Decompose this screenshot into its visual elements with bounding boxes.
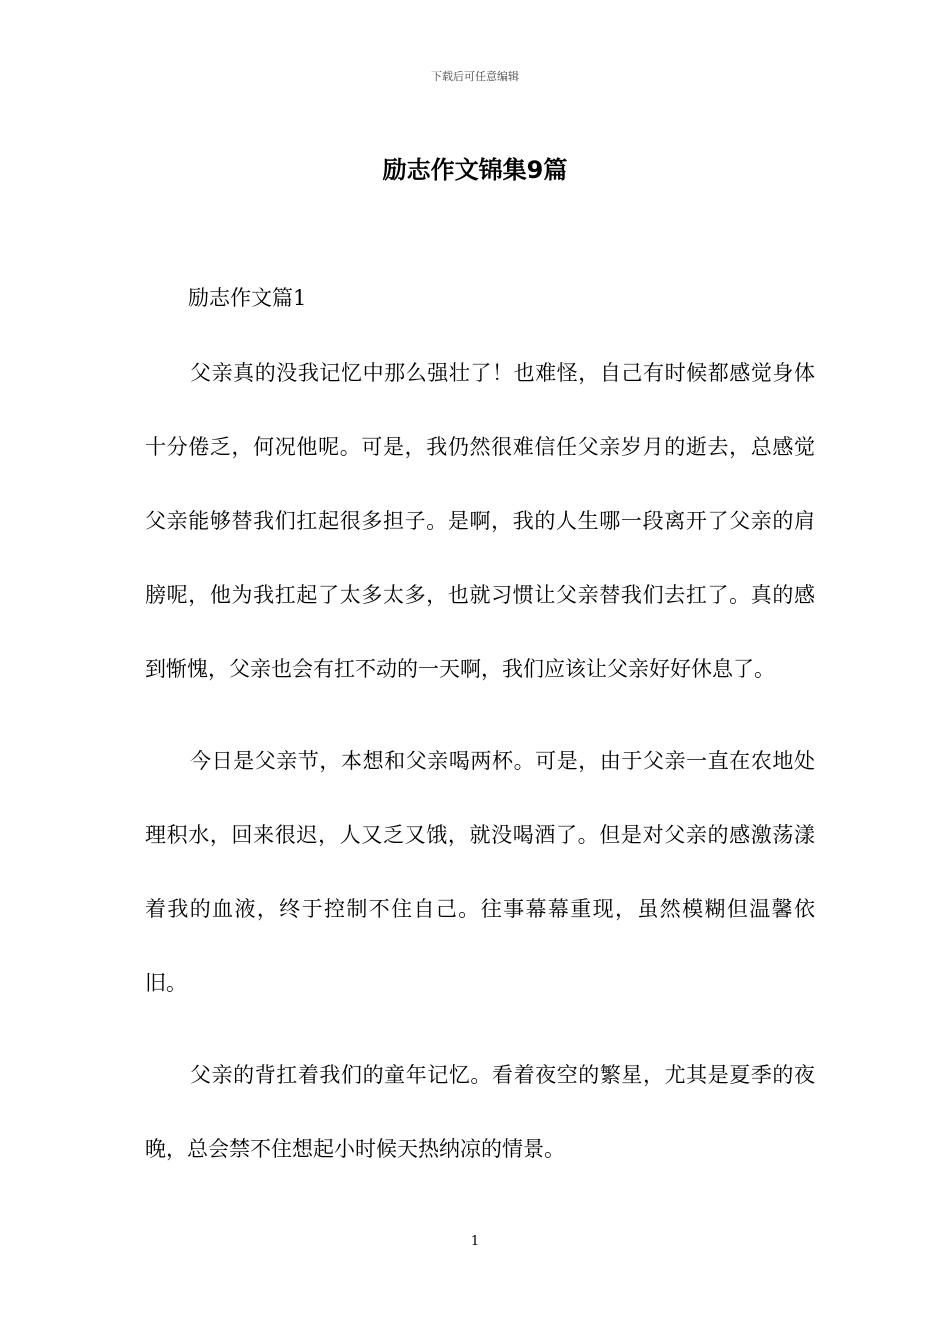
header-note: 下载后可任意编辑	[431, 70, 519, 83]
section-heading: 励志作文篇1	[188, 286, 307, 310]
page-number: 1	[470, 1234, 480, 1249]
paragraph-2: 今日是父亲节，本想和父亲喝两杯。可是，由于父亲一直在农地处理积水，回来很迟，人又乏又饿，就没喝酒了。但是对父亲的感激荡漾着我的血液，终于控制不住自己。往事幕幕重现，虽然模糊但温馨依旧。	[145, 749, 815, 995]
paragraph-3: 父亲的背扛着我们的童年记忆。看着夜空的繁星，尤其是夏季的夜晚，总会禁不住想起小时候天热纳凉的情景。	[145, 1063, 815, 1161]
document-title: 励志作文锦集9篇	[382, 156, 568, 184]
document-body	[145, 280, 815, 1223]
paragraph-1: 父亲真的没我记忆中那么强壮了！也难怪，自己有时候都感觉身体十分倦乏，何况他呢。可是，我仍然很难信任父亲岁月的逝去，总感觉父亲能够替我们扛起很多担子。是啊，我的人生哪一段离开了父亲的肩膀呢，他为我扛起了太多太多，也就习惯让父亲替我们去扛了。真的感到惭愧，父亲也会有扛不动的一天啊，我们应该让父亲好好休息了。	[145, 361, 815, 681]
